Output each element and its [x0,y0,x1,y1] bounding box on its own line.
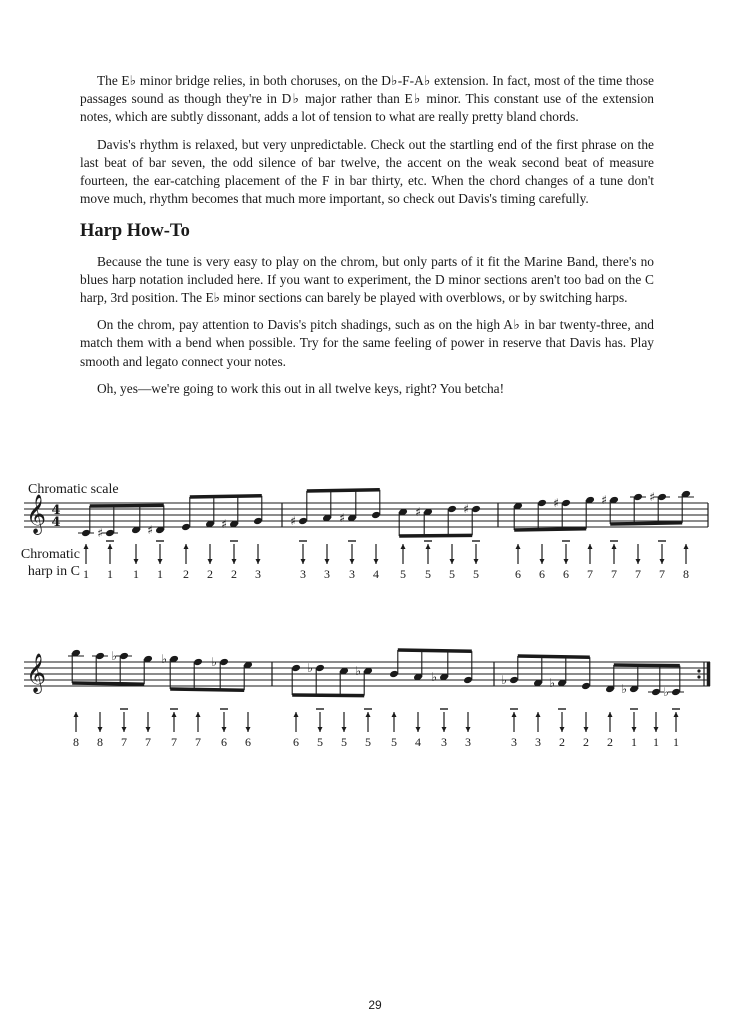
sharp-icon: ♯ [290,514,296,528]
hole-number: 2 [183,567,189,581]
music-title: Chromatic scale [28,482,119,497]
arrow-head-up-icon [674,712,679,717]
arrow-head-down-icon [374,559,379,564]
sharp-icon: ♯ [649,490,655,504]
hole-number: 8 [97,735,103,749]
arrow-head-up-icon [184,544,189,549]
hole-number: 2 [607,735,613,749]
arrow-head-down-icon [232,559,237,564]
hole-number: 5 [341,735,347,749]
treble-clef-icon: 𝄞 [26,494,47,534]
arrow-head-down-icon [122,727,127,732]
hole-number: 1 [133,567,139,581]
hole-number: 3 [324,567,330,581]
arrow-head-down-icon [540,559,545,564]
section-heading: Harp How-To [80,221,190,242]
arrow-head-up-icon [612,544,617,549]
note-beam [72,683,144,684]
hole-number: 2 [559,735,565,749]
arrow-head-down-icon [466,727,471,732]
hole-number: 6 [563,567,569,581]
note-beam [514,529,586,530]
arrow-head-down-icon [560,727,565,732]
hole-number: 3 [441,735,447,749]
hole-number: 1 [653,735,659,749]
note-beam [614,665,680,666]
hole-number: 5 [365,735,371,749]
sharp-icon: ♯ [415,505,421,519]
paragraph-twelve-keys: Oh, yes—we're going to work this out in all twelve keys, right? You betcha! [97,380,505,396]
arrow-head-down-icon [474,559,479,564]
arrow-head-down-icon [654,727,659,732]
time-signature-bottom: 4 [51,515,61,530]
repeat-dot [697,675,700,678]
hole-number: 1 [157,567,163,581]
hole-number: 6 [221,735,227,749]
arrow-head-up-icon [84,544,89,549]
arrow-head-down-icon [632,727,637,732]
hole-number: 5 [473,567,479,581]
arrow-head-up-icon [684,544,689,549]
hole-number: 7 [121,735,127,749]
paragraph-pitch-shading: On the chrom, pay attention to Davis's pitch shadings, such as on the high A♭ in bar twenty-three, and match them with a bend when possible. Try for the same feeling of power in reserve that Davis has. Play smooth and legato connect your notes. [80,317,654,369]
hole-number: 3 [535,735,541,749]
sharp-icon: ♯ [97,526,103,540]
hole-number: 7 [195,735,201,749]
hole-number: 2 [583,735,589,749]
hole-number: 1 [673,735,679,749]
hole-number: 6 [245,735,251,749]
arrow-head-down-icon [98,727,103,732]
arrow-head-up-icon [366,712,371,717]
hole-number: 5 [317,735,323,749]
note-beam [170,689,244,690]
arrow-head-up-icon [196,712,201,717]
paragraph-bridge: The E♭ minor bridge relies, in both choruses, on the D♭-F-A♭ extension. In fact, most of the time those passages sound as though they're in D♭ major rather than E♭ minor. This constant use of the extension notes, which are subtly dissonant, adds a lot of tension to what are really pretty bland chords. [80,73,654,125]
music-staff-row-2 [0,632,750,752]
flat-icon: ♭ [211,655,217,669]
arrow-head-up-icon [536,712,541,717]
text-block [80,72,654,407]
arrow-head-down-icon [660,559,665,564]
arrow-head-up-icon [512,712,517,717]
note-beam [90,505,164,506]
arrow-head-up-icon [516,544,521,549]
sharp-icon: ♯ [601,493,607,507]
hole-number: 1 [107,567,113,581]
arrow-head-down-icon [584,727,589,732]
hole-number: 2 [231,567,237,581]
paragraph-rhythm: Davis's rhythm is relaxed, but very unpredictable. Check out the startling end of the first phrase on the last beat of bar seven, the odd silence of bar twelve, the accent on the weak second beat of measure fourteen, the ear-catching placement of the F in bar thirty, etc. When the chord changes of a tune don't move much, rhythm becomes that much more important, so check out Davis's timing carefully. [80,136,654,207]
arrow-head-down-icon [342,727,347,732]
note-beam [307,490,380,491]
time-signature-top: 4 [51,503,61,518]
sharp-icon: ♯ [147,523,153,537]
arrow-head-down-icon [416,727,421,732]
arrow-head-up-icon [401,544,406,549]
note-beam [190,496,262,497]
note-beam [398,650,472,651]
flat-icon: ♭ [501,673,507,687]
arrow-head-up-icon [172,712,177,717]
arrow-head-down-icon [208,559,213,564]
flat-icon: ♭ [111,649,117,663]
flat-icon: ♭ [621,682,627,696]
page-number: 29 [368,998,382,1012]
arrow-head-down-icon [450,559,455,564]
flat-icon: ♭ [355,664,361,678]
repeat-dot [697,669,700,672]
hole-number: 2 [207,567,213,581]
arrow-head-down-icon [301,559,306,564]
arrow-head-up-icon [588,544,593,549]
hole-number: 4 [415,735,421,749]
hole-number: 3 [465,735,471,749]
arrow-head-down-icon [134,559,139,564]
flat-icon: ♭ [431,670,437,684]
arrow-head-down-icon [636,559,641,564]
arrow-head-down-icon [564,559,569,564]
sharp-icon: ♯ [553,496,559,510]
sharp-icon: ♯ [221,517,227,531]
arrow-head-up-icon [608,712,613,717]
arrow-head-up-icon [426,544,431,549]
hole-number: 5 [400,567,406,581]
flat-icon: ♭ [663,685,669,699]
harp-label-line2: harp in C [27,564,80,579]
arrow-head-up-icon [74,712,79,717]
note-beam [518,656,590,657]
arrow-head-down-icon [442,727,447,732]
hole-number: 8 [683,567,689,581]
paragraph-harp-tune: Because the tune is very easy to play on the chrom, but only parts of it fit the Marine Band, there's no blues harp notation included here. If you want to experiment, the D minor sections aren't too bad on the C harp, 3rd position. The E♭ minor sections can barely be played with overblows, or by switching harps. [80,253,654,306]
hole-number: 4 [373,567,379,581]
flat-icon: ♭ [161,652,167,666]
arrow-head-up-icon [392,712,397,717]
hole-number: 7 [171,735,177,749]
harp-label-line1: Chromatic [20,547,80,562]
hole-number: 6 [293,735,299,749]
music-staff-row-1 [0,492,750,602]
flat-icon: ♭ [549,676,555,690]
hole-number: 7 [611,567,617,581]
arrow-head-down-icon [146,727,151,732]
arrow-head-down-icon [246,727,251,732]
flat-icon: ♭ [307,661,313,675]
hole-number: 7 [145,735,151,749]
arrow-head-down-icon [350,559,355,564]
arrow-head-down-icon [256,559,261,564]
arrow-head-up-icon [294,712,299,717]
hole-number: 7 [587,567,593,581]
hole-number: 6 [515,567,521,581]
hole-number: 1 [83,567,89,581]
hole-number: 7 [635,567,641,581]
hole-number: 3 [300,567,306,581]
hole-number: 7 [659,567,665,581]
arrow-head-up-icon [108,544,113,549]
note-beam [399,535,472,536]
note-beam [292,695,364,696]
hole-number: 5 [425,567,431,581]
arrow-head-down-icon [222,727,227,732]
sharp-icon: ♯ [339,511,345,525]
hole-number: 6 [539,567,545,581]
hole-number: 5 [391,735,397,749]
arrow-head-down-icon [318,727,323,732]
arrow-head-down-icon [325,559,330,564]
arrow-head-down-icon [158,559,163,564]
treble-clef-icon: 𝄞 [26,653,47,693]
sharp-icon: ♯ [463,502,469,516]
hole-number: 3 [255,567,261,581]
hole-number: 8 [73,735,79,749]
hole-number: 3 [511,735,517,749]
hole-number: 5 [449,567,455,581]
hole-number: 3 [349,567,355,581]
hole-number: 1 [631,735,637,749]
note-beam [610,523,682,524]
